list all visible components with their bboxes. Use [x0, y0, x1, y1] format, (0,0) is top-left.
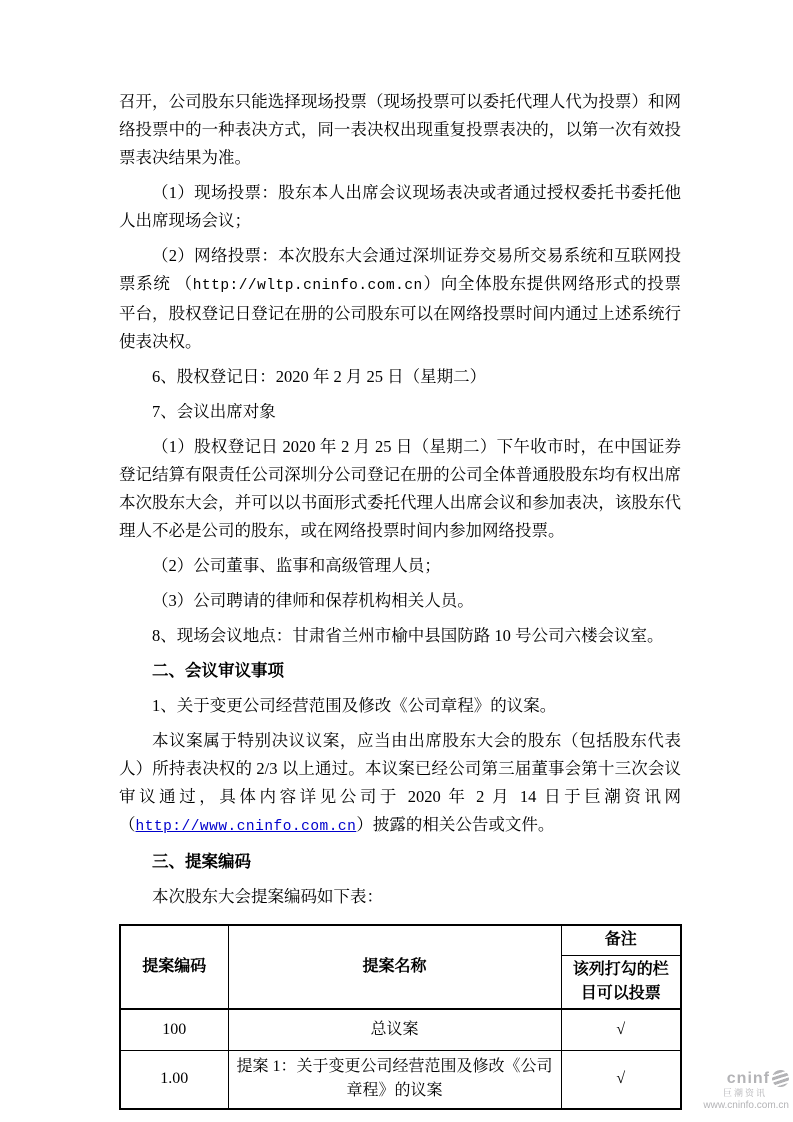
paragraph-attendees-shareholders: （1）股权登记日 2020 年 2 月 25 日（星期二）下午收市时，在中国证券登记结算有限责任公司深圳分公司登记在册的公司全体普通股股东均有权出席本次股东大会，并可以以书面形式委托代理人出席会议和参加表决，该股东代理人不必是公司的股东，或在网络投票时间内参加网络投票。 [119, 437, 681, 540]
cell-remark-checkmark: √ [561, 1009, 681, 1051]
table-row [120, 1051, 681, 1109]
proposal-code-table [119, 924, 682, 1110]
paragraph-table-intro: 本次股东大会提案编码如下表： [152, 887, 383, 906]
special-resolution-text-pre: 本议案属于特别决议议案，应当由出席股东大会的股东（包括股东代表人）所持表决权的 2/3 以上通过。本议案已经公司第三届董事会第十三次会议审议通过，具体内容详见公司于 2020 年 2 月 14 日于巨潮资讯网（ [119, 731, 681, 834]
table-header-remark-note: 该列打勾的栏目可以投票 [561, 955, 681, 1009]
cninfo-hyperlink[interactable]: http://www.cninfo.com.cn [135, 819, 357, 835]
cell-remark-checkmark: √ [561, 1051, 681, 1109]
online-voting-text-post: ）向全体股东提供网络形式的投票平台，股权登记日登记在册的公司股东可以在网络投票时间内通过上述系统行使表决权。 [119, 274, 682, 351]
table-row [120, 1009, 681, 1051]
online-voting-text-pre: （2）网络投票：本次股东大会通过深圳证券交易所交易系统和互联网投票系统 （ [119, 246, 681, 293]
table-header-remark: 备注 [561, 925, 681, 955]
watermark-chinese-name: 巨潮资讯 [722, 1088, 767, 1098]
paragraph-voting-method: 召开，公司股东只能选择现场投票（现场投票可以委托代理人代为投票）和网络投票中的一种表决方式，同一表决权出现重复投票表决的，以第一次有效投票表决结果为准。 [119, 92, 681, 167]
paragraph-online-voting [119, 242, 681, 356]
cell-proposal-code: 1.00 [120, 1051, 228, 1109]
section-heading-review-matters: 二、会议审议事项 [152, 662, 284, 680]
watermark-brand-text: cninf [726, 1069, 770, 1087]
paragraph-record-date: 6、股权登记日：2020 年 2 月 25 日（星期二） [152, 367, 487, 386]
paragraph-special-resolution [119, 727, 681, 841]
paragraph-attendees-lawyers: （3）公司聘请的律师和保荐机构相关人员。 [152, 591, 474, 610]
cell-proposal-name: 总议案 [228, 1009, 561, 1051]
cell-proposal-code: 100 [120, 1009, 228, 1051]
paragraph-meeting-location: 8、现场会议地点：甘肃省兰州市榆中县国防路 10 号公司六楼会议室。 [152, 626, 664, 645]
globe-swirl-icon [770, 1068, 791, 1089]
watermark-url: www.cninfo.com.cn [703, 1100, 789, 1111]
wltp-url-text: http://wltp.cninfo.com.cn [192, 278, 423, 294]
section-heading-proposal-code: 三、提案编码 [152, 853, 251, 871]
paragraph-attendees-title: 7、会议出席对象 [152, 402, 276, 421]
cninfo-watermark [689, 1070, 789, 1112]
document-content [119, 88, 681, 1110]
watermark-brand-row [689, 1070, 789, 1087]
cell-proposal-name: 提案 1：关于变更公司经营范围及修改《公司章程》的议案 [228, 1051, 561, 1109]
special-resolution-text-post: ）披露的相关公告或文件。 [356, 815, 555, 834]
table-header-proposal-code: 提案编码 [120, 925, 228, 1009]
paragraph-proposal-1: 1、关于变更公司经营范围及修改《公司章程》的议案。 [152, 696, 557, 715]
paragraph-onsite-voting: （1）现场投票：股东本人出席会议现场表决或者通过授权委托书委托他人出席现场会议； [119, 183, 681, 230]
paragraph-attendees-directors: （2）公司董事、监事和高级管理人员； [152, 556, 441, 575]
table-header-proposal-name: 提案名称 [228, 925, 561, 1009]
